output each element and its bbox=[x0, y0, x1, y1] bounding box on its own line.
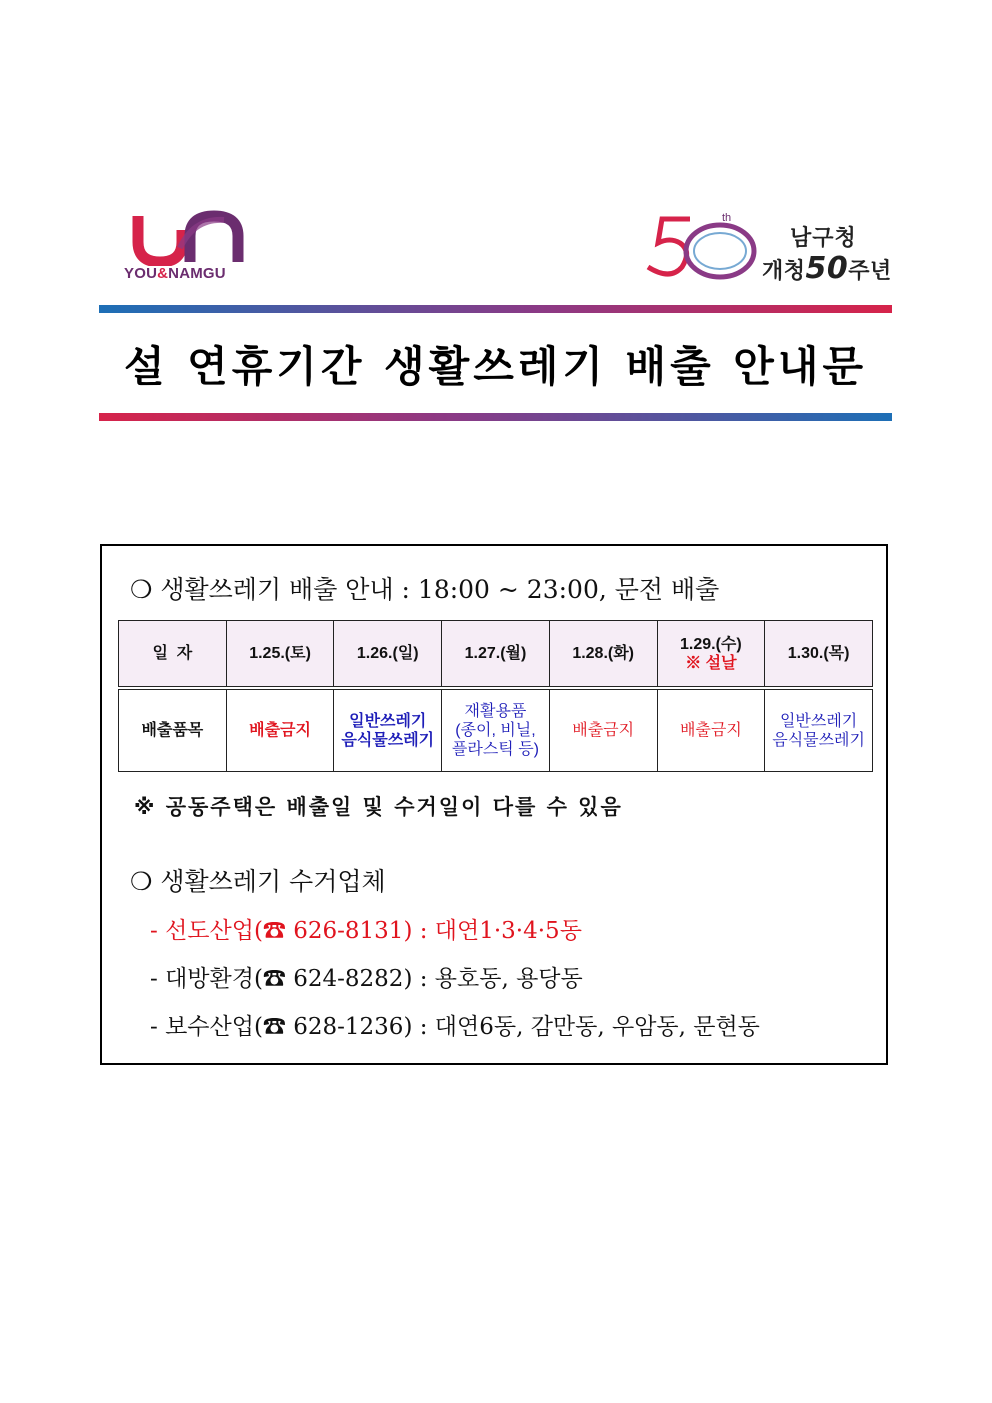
item-line: 재활용품 bbox=[464, 703, 527, 720]
item-cell-recycling bbox=[442, 690, 550, 772]
anniversary-50th-logo bbox=[640, 205, 892, 287]
holiday-label: ※ 설날 bbox=[685, 654, 737, 672]
logo-wordmark: YOU&NAMGU bbox=[124, 265, 226, 282]
top-divider-bar bbox=[99, 305, 892, 313]
date-text: 1.29.(수) bbox=[680, 635, 742, 653]
section-collection-companies: ❍ 생활쓰레기 수거업체 bbox=[130, 867, 386, 896]
date-cell-holiday bbox=[657, 621, 765, 687]
fifty-emblem-icon bbox=[640, 205, 770, 287]
bottom-divider-bar bbox=[99, 413, 892, 421]
date-cell: 1.25.(토) bbox=[226, 621, 334, 687]
logo-namgu-text: 남구청 bbox=[790, 226, 857, 251]
item-line: 음식물쓰레기 bbox=[341, 731, 435, 749]
company-line: - 보수산업(☎ 628-1236) : 대연6동, 감만동, 우암동, 문현동 bbox=[150, 1014, 760, 1040]
schedule-date-row bbox=[118, 620, 873, 687]
item-cell-prohibited: 배출금지 bbox=[657, 690, 765, 772]
date-cell: 1.26.(일) bbox=[334, 621, 442, 687]
company-line: - 대방환경(☎ 624-8282) : 용호동, 용당동 bbox=[150, 966, 583, 992]
section-disposal-time: ❍ 생활쓰레기 배출 안내 : 18:00 ~ 23:00, 문전 배출 bbox=[130, 575, 720, 604]
item-cell-prohibited: 배출금지 bbox=[226, 690, 334, 772]
namgu-logo-mark-icon bbox=[124, 208, 254, 266]
document-title: 설 연휴기간 생활쓰레기 배출 안내문 bbox=[123, 342, 868, 391]
company-line: - 선도산업(☎ 626-8131) : 대연1·3·4·5동 bbox=[150, 918, 582, 944]
superscript-th: th bbox=[722, 212, 732, 224]
schedule-items-row bbox=[118, 689, 873, 772]
item-cell-general-food bbox=[334, 690, 442, 772]
date-cell: 1.28.(화) bbox=[549, 621, 657, 687]
apartment-note: ※ 공동주택은 배출일 및 수거일이 다를 수 있음 bbox=[134, 795, 623, 819]
items-row-label: 배출품목 bbox=[119, 690, 227, 772]
date-cell: 1.30.(목) bbox=[765, 621, 873, 687]
item-cell-general-food bbox=[765, 690, 873, 772]
item-line: 일반쓰레기 bbox=[779, 712, 858, 730]
date-cell: 1.27.(월) bbox=[442, 621, 550, 687]
logo-anniversary-text: 개청50주년 bbox=[762, 251, 892, 286]
item-line: 음식물쓰레기 bbox=[772, 731, 865, 749]
item-cell-prohibited: 배출금지 bbox=[549, 690, 657, 772]
you-and-namgu-logo bbox=[124, 208, 254, 286]
date-row-label: 일 자 bbox=[119, 621, 227, 687]
item-line: 플라스틱 등) bbox=[451, 741, 539, 758]
item-line: 일반쓰레기 bbox=[349, 712, 427, 730]
item-line: (종이, 비닐, bbox=[455, 722, 536, 739]
